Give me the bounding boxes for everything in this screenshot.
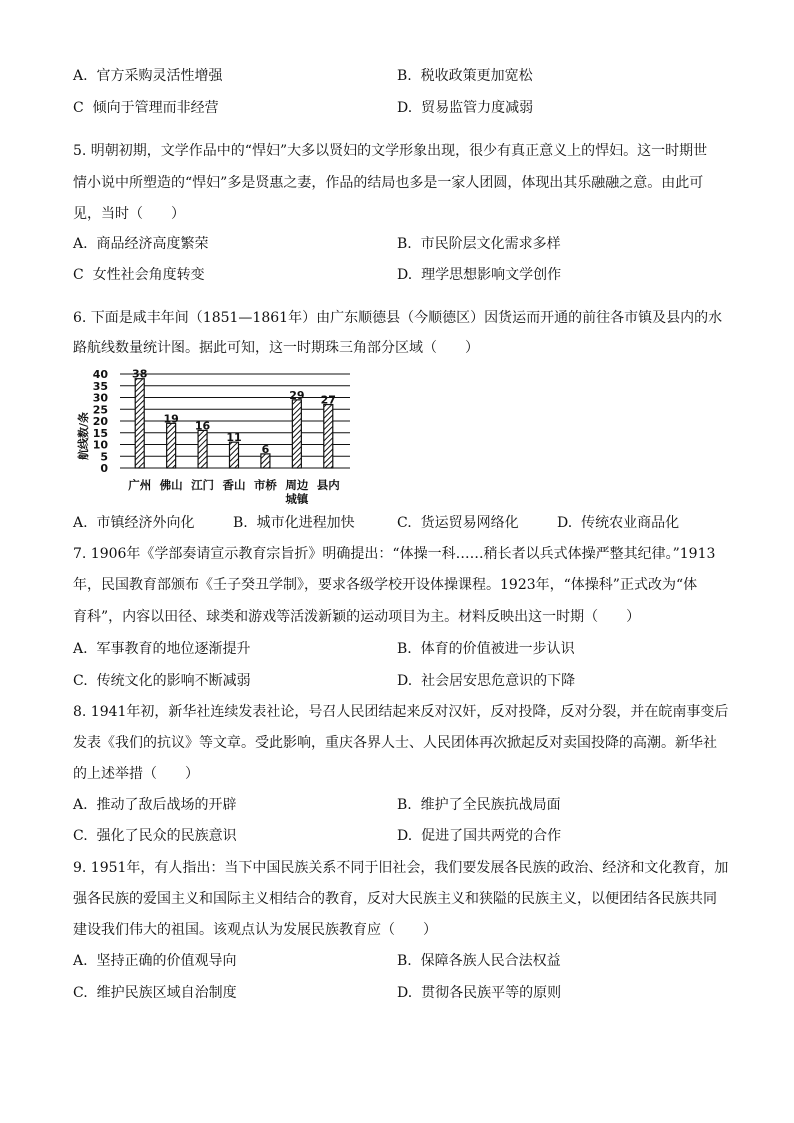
chart-x-tick-label: 广州 [128, 478, 152, 492]
q5-stem-line-2: 情小说中所塑造的“悍妇”多是贤惠之妻，作品的结局也多是一家人团圆，体现出其乐融融之意。由此可 [73, 175, 704, 191]
q8-stem-line-2: 发表《我们的抗议》等文章。受此影响，重庆各界人士、人民团体再次掀起反对卖国投降的高潮。新华社 [73, 735, 717, 751]
q9-stem-line-1: 9. 1951年，有人指出：当下中国民族关系不同于旧社会，我们要发展各民族的政治、经济和文化教育，加 [73, 860, 729, 876]
q6-option-b: B. 城市化进程加快 [233, 515, 355, 531]
chart-bar [292, 400, 301, 468]
chart-value-labels [132, 368, 336, 456]
chart-x-tick-label: 市桥 [253, 478, 277, 492]
chart-x-tick-label: 周边 [285, 478, 309, 492]
q9-stem-line-3: 建设我们伟大的祖国。该观点认为发展民族教育应（ ） [73, 922, 437, 938]
chart-x-labels [128, 478, 340, 504]
chart-x-tick-label: 江门 [191, 478, 215, 492]
q7-option-a: A. 军事教育的地位逐渐提升 [73, 641, 251, 657]
chart-data-label: 19 [163, 412, 179, 426]
q4-option-d: D. 贸易监管力度减弱 [397, 100, 534, 116]
q5-option-c: C 女性社会角度转变 [73, 267, 205, 283]
chart-y-tick-label: 40 [92, 368, 108, 381]
q6-stem-line-1: 6. 下面是咸丰年间（1851—1861年）由广东顺德县（今顺德区）因货运而开通的前往各市镇及县内的水 [73, 310, 723, 326]
q6-option-a: A. 市镇经济外向化 [73, 515, 195, 531]
chart-x-tick-label: 城镇 [285, 492, 309, 504]
chart-y-tick-label: 30 [92, 391, 108, 405]
chart-y-tick-label: 20 [92, 415, 108, 428]
q7-option-d: D. 社会居安思危意识的下降 [397, 673, 576, 689]
chart-bar [198, 430, 207, 468]
chart-y-ticks [93, 368, 109, 475]
chart-data-label: 29 [289, 388, 305, 402]
q9-option-c: C. 维护民族区域自治制度 [73, 985, 237, 1001]
q8-stem-line-3: 的上述举措（ ） [73, 766, 199, 782]
chart-y-tick-label: 10 [92, 438, 108, 452]
chart-data-label: 6 [261, 442, 270, 456]
chart-x-tick-label: 佛山 [159, 478, 183, 492]
q7-option-c: C. 传统文化的影响不断减弱 [73, 673, 251, 689]
chart-bar [230, 442, 239, 468]
q6-option-c: C. 货运贸易网络化 [397, 515, 519, 531]
q5-option-a: A. 商品经济高度繁荣 [73, 236, 209, 252]
q9-stem-line-2: 强各民族的爱国主义和国际主义相结合的教育，反对大民族主义和狭隘的民族主义，以便团结各民族共同 [73, 891, 717, 907]
q7-stem-line-3: 育科”，内容以田径、球类和游戏等活泼新颖的运动项目为主。材料反映出这一时期（ ） [73, 609, 641, 625]
chart-data-label: 11 [226, 431, 242, 445]
q6-stem-line-2: 路航线数量统计图。据此可知，这一时期珠三角部分区域（ ） [73, 340, 479, 356]
q8-stem-line-1: 8. 1941年初，新华社连续发表社论，号召人民团结起来反对汉奸，反对投降，反对分裂，并在皖南事变后 [73, 704, 729, 720]
chart-bar [135, 379, 144, 468]
chart-x-tick-label: 香山 [222, 478, 246, 492]
q5-stem-line-3: 见，当时（ ） [73, 206, 185, 222]
q4-option-b: B. 税收政策更加宽松 [397, 68, 533, 84]
q8-option-c: C. 强化了民众的民族意识 [73, 828, 237, 844]
chart-bar [261, 454, 270, 468]
chart-bar [324, 405, 333, 468]
q8-option-d: D. 促进了国共两党的合作 [397, 828, 562, 844]
chart-data-label: 38 [132, 367, 148, 381]
chart-y-tick-label: 15 [92, 426, 108, 440]
q9-option-b: B. 保障各族人民合法权益 [397, 953, 561, 969]
q9-option-a: A. 坚持正确的价值观导向 [73, 953, 237, 969]
q5-stem-line-1: 5. 明朝初期，文学作品中的“悍妇”大多以贤妇的文学形象出现，很少有真正意义上的悍妇。这一时期世 [73, 143, 708, 159]
chart-data-label: 27 [320, 393, 336, 407]
q7-stem-line-2: 年，民国教育部颁布《壬子癸丑学制》，要求各级学校开设体操课程。1923年，“体操科”正式改为“体 [73, 577, 698, 593]
q7-option-b: B. 体育的价值被进一步认识 [397, 641, 575, 657]
q6-option-d: D. 传统农业商品化 [557, 515, 680, 531]
chart-y-axis-label: 航线数/条 [77, 411, 90, 461]
q7-stem-line-1: 7. 1906年《学部奏请宣示教育宗旨折》明确提出：“体操一科……稍长者以兵式体操严整其纪律。”1913 [73, 546, 716, 562]
chart-data-label: 16 [194, 419, 211, 433]
q5-option-d: D. 理学思想影响文学创作 [397, 267, 562, 283]
q8-option-b: B. 维护了全民族抗战局面 [397, 797, 561, 813]
q8-option-a: A. 推动了敌后战场的开辟 [73, 797, 237, 813]
chart-y-tick-label: 25 [92, 403, 108, 417]
chart-y-tick-label: 5 [100, 450, 108, 464]
chart-y-tick-label: 0 [100, 462, 108, 475]
q4-option-a: A. 官方采购灵活性增强 [73, 68, 223, 84]
q9-option-d: D. 贯彻各民族平等的原则 [397, 985, 562, 1001]
route-count-bar-chart [72, 364, 362, 504]
q4-option-c: C 倾向于管理而非经营 [73, 100, 219, 116]
q5-option-b: B. 市民阶层文化需求多样 [397, 236, 561, 252]
chart-bar [167, 423, 176, 468]
chart-x-tick-label: 县内 [316, 478, 340, 492]
chart-y-tick-label: 35 [92, 379, 108, 393]
